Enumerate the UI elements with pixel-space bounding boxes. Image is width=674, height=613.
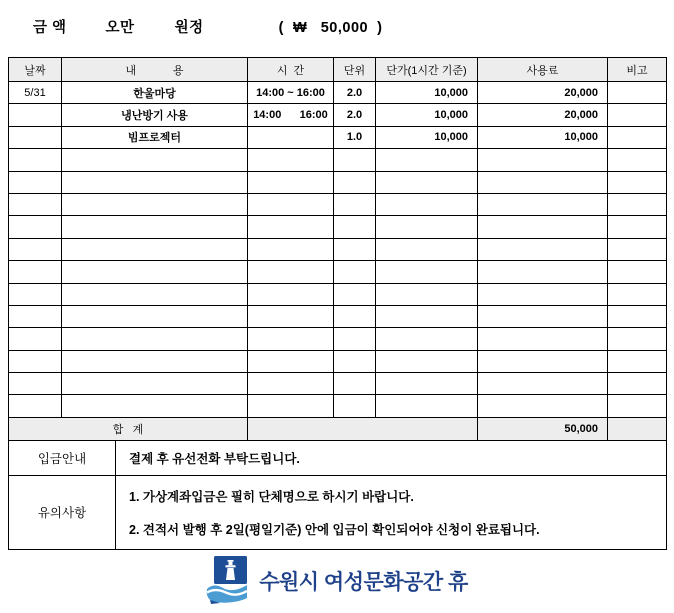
cell-date: [9, 126, 62, 148]
payment-guide-label: 입금안내: [9, 440, 116, 475]
amount-line: [33, 16, 382, 37]
table-row-empty: [9, 283, 667, 305]
cell-note: [608, 82, 667, 104]
amount-numeric: ( ₩ 50,000 ): [278, 20, 383, 36]
header-content: 내 용: [62, 58, 248, 82]
cell-fee: 20,000: [478, 82, 608, 104]
cell-date: [9, 104, 62, 126]
table-row-empty: [9, 216, 667, 238]
cell-unit: 1.0: [334, 126, 376, 148]
header-unit: 단위: [334, 58, 376, 82]
header-fee: 사용료: [478, 58, 608, 82]
table-row-empty: [9, 305, 667, 327]
info-table: [8, 440, 667, 550]
cell-fee: 20,000: [478, 104, 608, 126]
table-row: [9, 126, 667, 148]
cell-fee: 10,000: [478, 126, 608, 148]
amount-label: 금 액: [33, 20, 67, 36]
header-time: 시 간: [248, 58, 334, 82]
header-unit-price: 단가(1시간 기준): [376, 58, 478, 82]
table-row-empty: [9, 261, 667, 283]
note-line-2: 2. 견적서 발행 후 2일(평일기준) 안에 입금이 확인되어야 신청이 완료됩니다.: [129, 522, 540, 537]
header-note: 비고: [608, 58, 667, 82]
cell-unit-price: 10,000: [376, 126, 478, 148]
org-name: 수원시 여성문화공간 휴: [259, 570, 468, 594]
tables-container: [8, 57, 666, 550]
table-row: [9, 82, 667, 104]
table-row: [9, 104, 667, 126]
total-label: 합 계: [9, 417, 248, 440]
notes-label: 유의사항: [9, 475, 116, 549]
cell-date: 5/31: [9, 82, 62, 104]
table-row-empty: [9, 350, 667, 372]
header-date: 날짜: [9, 58, 62, 82]
cell-content: 빔프로젝터: [62, 126, 248, 148]
total-note: [608, 417, 667, 440]
note-line-1: 1. 가상계좌입금은 필히 단체명으로 하시기 바랍니다.: [129, 489, 414, 504]
cell-note: [608, 104, 667, 126]
cell-note: [608, 126, 667, 148]
notes-row: [9, 475, 667, 549]
usage-fee-table: [8, 57, 667, 441]
cell-unit: 2.0: [334, 82, 376, 104]
table-row-empty: [9, 328, 667, 350]
table-row-empty: [9, 238, 667, 260]
table-header-row: [9, 58, 667, 82]
table-row-empty: [9, 395, 667, 417]
amount-korean-words: 오만: [105, 20, 135, 36]
table-row-empty: [9, 171, 667, 193]
cell-time: [248, 126, 334, 148]
cell-time: 14:00 ~ 16:00: [248, 82, 334, 104]
cell-content: 냉난방기 사용: [62, 104, 248, 126]
cell-time: 14:00 16:00: [248, 104, 334, 126]
table-row-empty: [9, 193, 667, 215]
lighthouse-logo-icon: [206, 556, 250, 605]
amount-suffix: 원정: [174, 20, 204, 36]
total-row: [9, 417, 667, 440]
total-spacer: [248, 417, 478, 440]
payment-guide-content: 결제 후 유선전화 부탁드립니다.: [116, 440, 667, 475]
footer-logo: [0, 556, 674, 605]
cell-unit-price: 10,000: [376, 104, 478, 126]
cell-unit-price: 10,000: [376, 82, 478, 104]
payment-guide-row: [9, 440, 667, 475]
cell-content: 한울마당: [62, 82, 248, 104]
total-fee: 50,000: [478, 417, 608, 440]
cell-unit: 2.0: [334, 104, 376, 126]
table-row-empty: [9, 149, 667, 171]
table-row-empty: [9, 373, 667, 395]
notes-content: [116, 475, 667, 549]
